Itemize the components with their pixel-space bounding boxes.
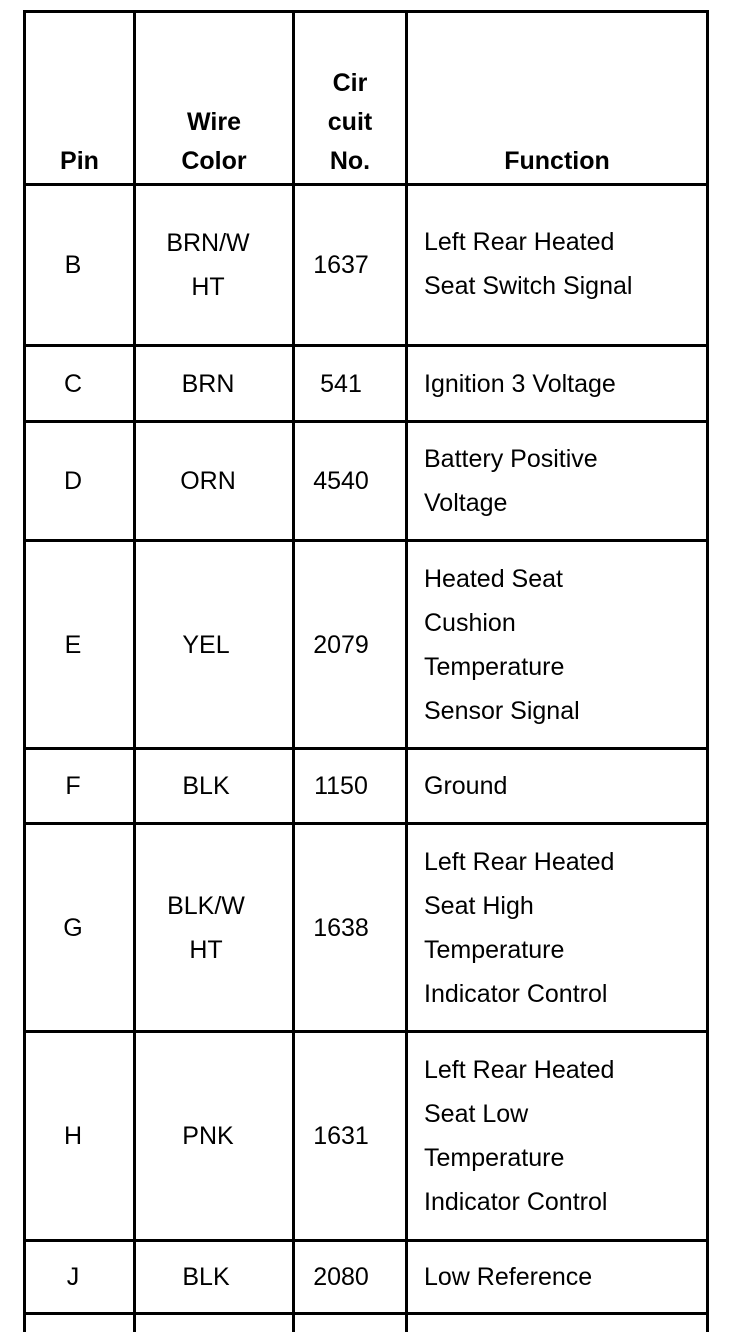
row-g-function <box>424 825 704 1030</box>
circuit-value: 2079 <box>313 630 369 659</box>
row-d-function <box>424 423 704 539</box>
grid-line <box>405 10 408 1332</box>
function-line: Battery Positive <box>424 445 598 473</box>
pin-value: H <box>63 1122 83 1150</box>
circuit-value: 1638 <box>313 913 369 942</box>
header-pin-label: Pin <box>60 147 99 175</box>
header-wire-color <box>136 13 292 183</box>
circuit-value: 2080 <box>313 1263 369 1291</box>
circuit-value: 4540 <box>313 467 369 495</box>
function-line: Left Rear Heated <box>424 847 615 876</box>
row-h-circuit <box>295 1033 387 1239</box>
pin-value: D <box>63 467 83 495</box>
row-h-function <box>424 1033 704 1239</box>
pin-value: C <box>63 369 83 398</box>
header-wire-color-line: Wire <box>187 108 241 136</box>
pin-value: J <box>66 1263 80 1291</box>
circuit-value: 1637 <box>313 251 369 279</box>
row-c-pin <box>26 347 120 420</box>
row-f-circuit <box>295 750 387 822</box>
row-d-pin <box>26 423 120 539</box>
function-line: Temperature <box>424 1144 565 1172</box>
function-line: Heated Seat <box>424 564 563 593</box>
row-e-pin <box>26 542 120 747</box>
header-circuit-line: Cir <box>332 69 368 97</box>
row-e-circuit <box>295 542 387 747</box>
grid-line <box>706 10 709 1332</box>
row-h-wire <box>136 1033 280 1239</box>
circuit-value: 1631 <box>313 1122 369 1150</box>
row-b-circuit <box>295 186 387 344</box>
row-h-pin <box>26 1033 120 1239</box>
row-d-circuit <box>295 423 387 539</box>
pin-value: F <box>65 772 81 800</box>
wire-line: PNK <box>182 1122 234 1150</box>
function-line: Indicator Control <box>424 1188 608 1216</box>
wire-line: BLK <box>182 772 230 800</box>
function-line: Low Reference <box>424 1263 593 1291</box>
header-circuit-line: No. <box>329 147 371 175</box>
row-e-wire <box>136 542 276 747</box>
function-line: Seat Low <box>424 1100 529 1128</box>
function-line: Temperature <box>424 652 565 681</box>
wire-line: HT <box>191 273 225 301</box>
row-b-wire <box>136 186 280 344</box>
function-line: Voltage <box>424 489 508 517</box>
row-g-wire <box>136 825 276 1030</box>
row-j-circuit <box>295 1242 387 1312</box>
header-function-label: Function <box>504 147 610 175</box>
header-circuit-no <box>295 13 405 183</box>
row-d-wire <box>136 423 280 539</box>
function-line: Sensor Signal <box>424 696 580 725</box>
function-line: Seat Switch Signal <box>424 272 633 300</box>
wire-line: BRN <box>181 369 235 398</box>
pin-value: G <box>63 913 83 942</box>
row-c-circuit <box>295 347 387 420</box>
pin-value: B <box>64 251 82 279</box>
row-f-function <box>424 750 704 822</box>
function-line: Ignition 3 Voltage <box>424 369 616 398</box>
function-line: Temperature <box>424 935 565 964</box>
wire-line: YEL <box>182 630 230 659</box>
header-pin <box>26 13 133 183</box>
header-wire-color-line: Color <box>181 147 247 175</box>
row-b-function <box>424 186 704 344</box>
wire-line: BRN/W <box>166 229 250 257</box>
function-line: Indicator Control <box>424 979 608 1008</box>
wire-line: ORN <box>180 467 236 495</box>
row-g-pin <box>26 825 120 1030</box>
row-b-pin <box>26 186 120 344</box>
wire-line: BLK <box>182 1263 230 1291</box>
wire-line: BLK/W <box>167 891 245 920</box>
row-f-pin <box>26 750 120 822</box>
function-line: Cushion <box>424 608 516 637</box>
function-line: Left Rear Heated <box>424 228 615 256</box>
row-c-wire <box>136 347 280 420</box>
row-f-wire <box>136 750 276 822</box>
row-j-pin <box>26 1242 120 1312</box>
wire-line: HT <box>189 935 223 964</box>
row-e-function <box>424 542 704 747</box>
header-circuit-line: cuit <box>327 108 373 136</box>
circuit-value: 541 <box>320 369 362 398</box>
function-line: Ground <box>424 772 508 800</box>
row-j-function <box>424 1242 704 1312</box>
function-line: Left Rear Heated <box>424 1056 615 1084</box>
pin-value: E <box>64 630 82 659</box>
circuit-value: 1150 <box>314 772 368 800</box>
row-g-circuit <box>295 825 387 1030</box>
function-line: Seat High <box>424 891 534 920</box>
grid-line <box>23 1312 709 1315</box>
header-function <box>408 13 706 183</box>
row-c-function <box>424 347 704 420</box>
row-j-wire <box>136 1242 276 1312</box>
